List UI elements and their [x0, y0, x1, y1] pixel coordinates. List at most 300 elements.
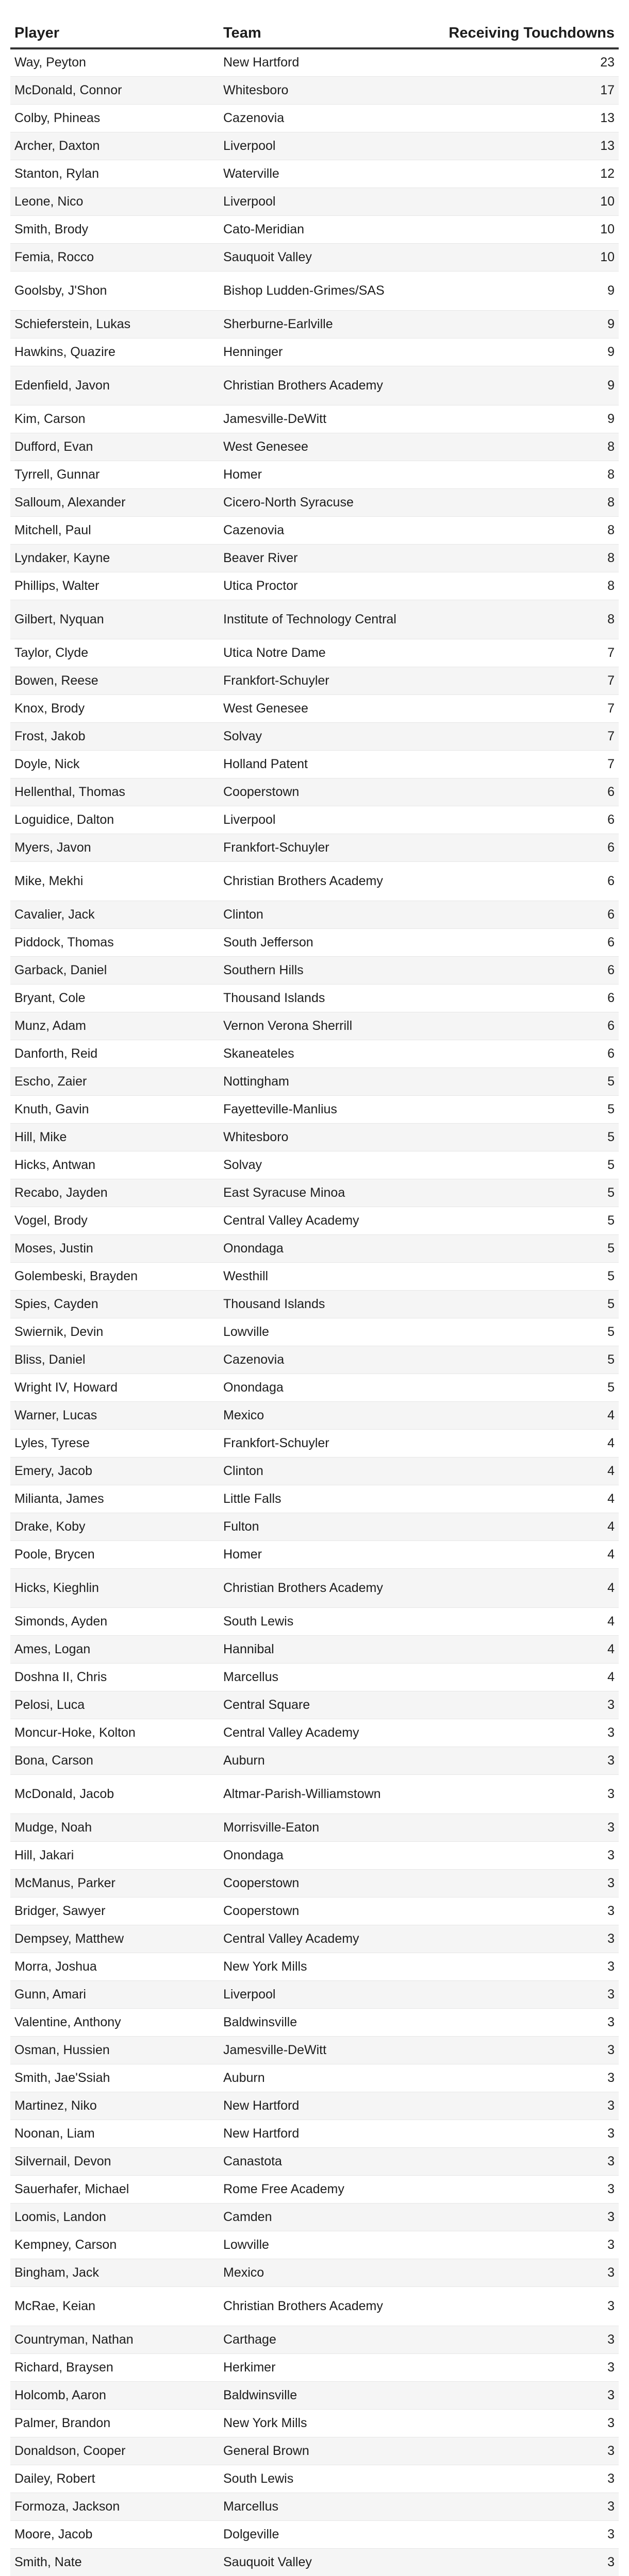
touchdowns-cell: 5	[436, 1179, 619, 1207]
touchdowns-cell: 9	[436, 338, 619, 366]
player-cell: Formoza, Jackson	[10, 2493, 219, 2520]
team-cell: Liverpool	[219, 806, 436, 834]
touchdowns-cell: 3	[436, 2259, 619, 2286]
touchdowns-cell: 8	[436, 433, 619, 461]
table-row	[10, 544, 619, 572]
touchdowns-cell: 5	[436, 1374, 619, 1401]
table-row	[10, 2353, 619, 2381]
touchdowns-cell: 9	[436, 271, 619, 310]
table-row	[10, 1719, 619, 1747]
table-row	[10, 1290, 619, 1318]
team-cell: Southern Hills	[219, 956, 436, 984]
team-cell: Camden	[219, 2203, 436, 2231]
touchdowns-cell: 23	[436, 48, 619, 76]
player-cell: Gilbert, Nyquan	[10, 600, 219, 639]
touchdowns-cell: 5	[436, 1290, 619, 1318]
team-cell: Vernon Verona Sherrill	[219, 1012, 436, 1040]
player-cell: Milianta, James	[10, 1485, 219, 1513]
player-cell: McRae, Keian	[10, 2286, 219, 2326]
player-cell: Simonds, Ayden	[10, 1607, 219, 1635]
touchdowns-cell: 8	[436, 600, 619, 639]
player-cell: Piddock, Thomas	[10, 928, 219, 956]
header-row	[10, 19, 619, 48]
player-cell: Goolsby, J'Shon	[10, 271, 219, 310]
team-cell: Homer	[219, 1540, 436, 1568]
touchdowns-cell: 8	[436, 461, 619, 488]
table-row	[10, 1568, 619, 1607]
player-cell: Wright IV, Howard	[10, 1374, 219, 1401]
touchdowns-cell: 3	[436, 2008, 619, 2036]
touchdowns-cell: 6	[436, 806, 619, 834]
team-cell: Utica Notre Dame	[219, 639, 436, 667]
player-cell: Myers, Javon	[10, 834, 219, 861]
touchdowns-cell: 3	[436, 1719, 619, 1747]
team-cell: Utica Proctor	[219, 572, 436, 600]
player-cell: Way, Peyton	[10, 48, 219, 76]
touchdowns-cell: 3	[436, 1774, 619, 1814]
player-cell: Doshna II, Chris	[10, 1663, 219, 1691]
team-cell: Auburn	[219, 1747, 436, 1774]
player-cell: Bowen, Reese	[10, 667, 219, 694]
table-row	[10, 1691, 619, 1719]
table-row	[10, 2092, 619, 2120]
column-header-receiving-touchdowns[interactable]: Receiving Touchdowns	[436, 19, 619, 48]
touchdowns-cell: 4	[436, 1568, 619, 1607]
player-cell: Knuth, Gavin	[10, 1095, 219, 1123]
table-row	[10, 516, 619, 544]
table-row	[10, 2326, 619, 2353]
player-cell: Dailey, Robert	[10, 2465, 219, 2493]
table-row	[10, 2203, 619, 2231]
player-cell: Moncur-Hoke, Kolton	[10, 1719, 219, 1747]
table-row	[10, 750, 619, 778]
player-cell: Hicks, Kieghlin	[10, 1568, 219, 1607]
table-row	[10, 1346, 619, 1374]
team-cell: New Hartford	[219, 48, 436, 76]
column-header-player[interactable]: Player	[10, 19, 219, 48]
player-cell: Phillips, Walter	[10, 572, 219, 600]
team-cell: Solvay	[219, 722, 436, 750]
table-row	[10, 2259, 619, 2286]
table-row	[10, 2381, 619, 2409]
player-cell: Moore, Jacob	[10, 2520, 219, 2548]
team-cell: Baldwinsville	[219, 2381, 436, 2409]
team-cell: Canastota	[219, 2147, 436, 2175]
touchdowns-cell: 5	[436, 1318, 619, 1346]
touchdowns-cell: 6	[436, 834, 619, 861]
team-cell: Whitesboro	[219, 76, 436, 104]
player-cell: McDonald, Jacob	[10, 1774, 219, 1814]
team-cell: West Genesee	[219, 694, 436, 722]
player-cell: Swiernik, Devin	[10, 1318, 219, 1346]
touchdowns-cell: 5	[436, 1346, 619, 1374]
team-cell: Cooperstown	[219, 778, 436, 806]
team-cell: Sherburne-Earlville	[219, 310, 436, 338]
player-cell: Silvernail, Devon	[10, 2147, 219, 2175]
touchdowns-cell: 5	[436, 1234, 619, 1262]
table-row	[10, 104, 619, 132]
player-cell: Femia, Rocco	[10, 243, 219, 271]
team-cell: Christian Brothers Academy	[219, 861, 436, 901]
player-cell: Kim, Carson	[10, 405, 219, 433]
touchdowns-cell: 5	[436, 1067, 619, 1095]
table-row	[10, 639, 619, 667]
team-cell: Liverpool	[219, 132, 436, 160]
table-row	[10, 928, 619, 956]
table-row	[10, 1747, 619, 1774]
player-cell: Palmer, Brandon	[10, 2409, 219, 2437]
table-row	[10, 806, 619, 834]
player-cell: Drake, Koby	[10, 1513, 219, 1540]
player-cell: Morra, Joshua	[10, 1953, 219, 1980]
touchdowns-cell: 9	[436, 310, 619, 338]
player-cell: Ames, Logan	[10, 1635, 219, 1663]
table-row	[10, 132, 619, 160]
table-body	[10, 48, 619, 2576]
player-cell: Bona, Carson	[10, 1747, 219, 1774]
column-header-team[interactable]: Team	[219, 19, 436, 48]
touchdowns-cell: 3	[436, 1980, 619, 2008]
team-cell: West Genesee	[219, 433, 436, 461]
team-cell: Rome Free Academy	[219, 2175, 436, 2203]
player-cell: Colby, Phineas	[10, 104, 219, 132]
player-cell: Danforth, Reid	[10, 1040, 219, 1067]
team-cell: Cicero-North Syracuse	[219, 488, 436, 516]
player-cell: Hellenthal, Thomas	[10, 778, 219, 806]
touchdowns-cell: 3	[436, 2092, 619, 2120]
table-row	[10, 1123, 619, 1151]
team-cell: New Hartford	[219, 2092, 436, 2120]
player-cell: Mike, Mekhi	[10, 861, 219, 901]
team-cell: Frankfort-Schuyler	[219, 834, 436, 861]
player-cell: Garback, Daniel	[10, 956, 219, 984]
team-cell: Homer	[219, 461, 436, 488]
table-row	[10, 76, 619, 104]
touchdowns-cell: 5	[436, 1095, 619, 1123]
table-row	[10, 1262, 619, 1290]
touchdowns-cell: 3	[436, 2120, 619, 2147]
touchdowns-cell: 8	[436, 516, 619, 544]
team-cell: Henninger	[219, 338, 436, 366]
touchdowns-cell: 5	[436, 1262, 619, 1290]
team-cell: Bishop Ludden-Grimes/SAS	[219, 271, 436, 310]
table-row	[10, 2036, 619, 2064]
player-cell: Dempsey, Matthew	[10, 1925, 219, 1953]
team-cell: Waterville	[219, 160, 436, 188]
team-cell: Mexico	[219, 1401, 436, 1429]
touchdowns-cell: 13	[436, 132, 619, 160]
team-cell: Frankfort-Schuyler	[219, 1429, 436, 1457]
touchdowns-cell: 3	[436, 1747, 619, 1774]
team-cell: Liverpool	[219, 1980, 436, 2008]
table-row	[10, 2008, 619, 2036]
touchdowns-cell: 10	[436, 188, 619, 215]
table-row	[10, 2231, 619, 2259]
touchdowns-cell: 6	[436, 1012, 619, 1040]
player-cell: Holcomb, Aaron	[10, 2381, 219, 2409]
touchdowns-cell: 4	[436, 1607, 619, 1635]
table-row	[10, 1067, 619, 1095]
player-cell: Taylor, Clyde	[10, 639, 219, 667]
player-cell: Recabo, Jayden	[10, 1179, 219, 1207]
table-row	[10, 1774, 619, 1814]
table-row	[10, 338, 619, 366]
team-cell: Jamesville-DeWitt	[219, 405, 436, 433]
touchdowns-cell: 5	[436, 1207, 619, 1234]
touchdowns-cell: 6	[436, 901, 619, 928]
table-row	[10, 1095, 619, 1123]
table-row	[10, 600, 619, 639]
touchdowns-cell: 3	[436, 2326, 619, 2353]
touchdowns-cell: 5	[436, 1151, 619, 1179]
table-row	[10, 572, 619, 600]
table-header	[10, 19, 619, 48]
player-cell: Tyrrell, Gunnar	[10, 461, 219, 488]
player-cell: Loomis, Landon	[10, 2203, 219, 2231]
table-row	[10, 1814, 619, 1841]
team-cell: Cooperstown	[219, 1869, 436, 1897]
table-row	[10, 1457, 619, 1485]
team-cell: Onondaga	[219, 1234, 436, 1262]
table-row	[10, 834, 619, 861]
touchdowns-cell: 8	[436, 544, 619, 572]
team-cell: New Hartford	[219, 2120, 436, 2147]
table-row	[10, 1953, 619, 1980]
touchdowns-cell: 13	[436, 104, 619, 132]
table-row	[10, 48, 619, 76]
touchdowns-cell: 4	[436, 1485, 619, 1513]
player-cell: Noonan, Liam	[10, 2120, 219, 2147]
team-cell: Thousand Islands	[219, 984, 436, 1012]
touchdowns-cell: 10	[436, 243, 619, 271]
touchdowns-cell: 3	[436, 2064, 619, 2092]
table-row	[10, 461, 619, 488]
table-row	[10, 2409, 619, 2437]
table-row	[10, 778, 619, 806]
touchdowns-cell: 8	[436, 488, 619, 516]
team-cell: Liverpool	[219, 188, 436, 215]
player-cell: Doyle, Nick	[10, 750, 219, 778]
touchdowns-cell: 3	[436, 2437, 619, 2465]
touchdowns-cell: 7	[436, 694, 619, 722]
team-cell: South Jefferson	[219, 928, 436, 956]
table-row	[10, 1897, 619, 1925]
team-cell: Christian Brothers Academy	[219, 1568, 436, 1607]
table-row	[10, 1925, 619, 1953]
touchdowns-cell: 7	[436, 750, 619, 778]
team-cell: Sauquoit Valley	[219, 243, 436, 271]
table-row	[10, 2286, 619, 2326]
team-cell: Cazenovia	[219, 516, 436, 544]
player-cell: Valentine, Anthony	[10, 2008, 219, 2036]
touchdowns-cell: 3	[436, 1841, 619, 1869]
team-cell: Altmar-Parish-Williamstown	[219, 1774, 436, 1814]
player-cell: Warner, Lucas	[10, 1401, 219, 1429]
player-cell: Moses, Justin	[10, 1234, 219, 1262]
table-row	[10, 310, 619, 338]
touchdowns-cell: 4	[436, 1513, 619, 1540]
team-cell: Herkimer	[219, 2353, 436, 2381]
team-cell: Institute of Technology Central	[219, 600, 436, 639]
table-row	[10, 1663, 619, 1691]
team-cell: Morrisville-Eaton	[219, 1814, 436, 1841]
table-row	[10, 2548, 619, 2576]
table-row	[10, 271, 619, 310]
table-row	[10, 1207, 619, 1234]
table-row	[10, 488, 619, 516]
touchdowns-cell: 3	[436, 2409, 619, 2437]
team-cell: Christian Brothers Academy	[219, 366, 436, 405]
touchdowns-cell: 6	[436, 956, 619, 984]
team-cell: Central Valley Academy	[219, 1719, 436, 1747]
table-row	[10, 1841, 619, 1869]
team-cell: Cato-Meridian	[219, 215, 436, 243]
touchdowns-cell: 3	[436, 2286, 619, 2326]
team-cell: Solvay	[219, 1151, 436, 1179]
player-cell: Vogel, Brody	[10, 1207, 219, 1234]
player-cell: Gunn, Amari	[10, 1980, 219, 2008]
table-row	[10, 2437, 619, 2465]
team-cell: South Lewis	[219, 1607, 436, 1635]
team-cell: Lowville	[219, 1318, 436, 1346]
player-cell: Donaldson, Cooper	[10, 2437, 219, 2465]
player-cell: Schieferstein, Lukas	[10, 310, 219, 338]
team-cell: Sauquoit Valley	[219, 2548, 436, 2576]
touchdowns-cell: 9	[436, 405, 619, 433]
touchdowns-cell: 3	[436, 1925, 619, 1953]
touchdowns-cell: 3	[436, 2231, 619, 2259]
touchdowns-cell: 9	[436, 366, 619, 405]
player-cell: Pelosi, Luca	[10, 1691, 219, 1719]
team-cell: Westhill	[219, 1262, 436, 1290]
table-row	[10, 2064, 619, 2092]
touchdowns-cell: 5	[436, 1123, 619, 1151]
table-row	[10, 1485, 619, 1513]
team-cell: Lowville	[219, 2231, 436, 2259]
team-cell: New York Mills	[219, 2409, 436, 2437]
player-cell: Kempney, Carson	[10, 2231, 219, 2259]
touchdowns-cell: 3	[436, 1814, 619, 1841]
player-cell: Salloum, Alexander	[10, 488, 219, 516]
table-row	[10, 405, 619, 433]
team-cell: Holland Patent	[219, 750, 436, 778]
player-cell: Bingham, Jack	[10, 2259, 219, 2286]
table-row	[10, 1513, 619, 1540]
table-row	[10, 1151, 619, 1179]
team-cell: Jamesville-DeWitt	[219, 2036, 436, 2064]
team-cell: Fulton	[219, 1513, 436, 1540]
player-cell: Munz, Adam	[10, 1012, 219, 1040]
touchdowns-cell: 3	[436, 2381, 619, 2409]
player-cell: Escho, Zaier	[10, 1067, 219, 1095]
table-row	[10, 1401, 619, 1429]
player-cell: Leone, Nico	[10, 188, 219, 215]
touchdowns-cell: 3	[436, 2036, 619, 2064]
table-row	[10, 1179, 619, 1207]
team-cell: Beaver River	[219, 544, 436, 572]
table-row	[10, 667, 619, 694]
table-row	[10, 1429, 619, 1457]
player-cell: Osman, Hussien	[10, 2036, 219, 2064]
team-cell: Cooperstown	[219, 1897, 436, 1925]
touchdowns-cell: 10	[436, 215, 619, 243]
player-cell: Hill, Mike	[10, 1123, 219, 1151]
player-cell: Smith, Nate	[10, 2548, 219, 2576]
table-row	[10, 1012, 619, 1040]
table-row	[10, 2175, 619, 2203]
table-row	[10, 1234, 619, 1262]
table-row	[10, 1869, 619, 1897]
touchdowns-cell: 6	[436, 984, 619, 1012]
table-row	[10, 1540, 619, 1568]
touchdowns-cell: 3	[436, 2548, 619, 2576]
player-cell: Frost, Jakob	[10, 722, 219, 750]
touchdowns-cell: 3	[436, 2520, 619, 2548]
touchdowns-cell: 6	[436, 1040, 619, 1067]
table-row	[10, 694, 619, 722]
touchdowns-cell: 8	[436, 572, 619, 600]
table-row	[10, 1318, 619, 1346]
table-row	[10, 1040, 619, 1067]
player-cell: Cavalier, Jack	[10, 901, 219, 928]
team-cell: Onondaga	[219, 1841, 436, 1869]
table-row	[10, 2120, 619, 2147]
table-row	[10, 2465, 619, 2493]
table-row	[10, 1980, 619, 2008]
table-row	[10, 956, 619, 984]
touchdowns-cell: 3	[436, 1897, 619, 1925]
team-cell: Central Valley Academy	[219, 1925, 436, 1953]
team-cell: Thousand Islands	[219, 1290, 436, 1318]
table-row	[10, 984, 619, 1012]
table-row	[10, 2147, 619, 2175]
player-cell: Emery, Jacob	[10, 1457, 219, 1485]
player-cell: Mudge, Noah	[10, 1814, 219, 1841]
team-cell: Carthage	[219, 2326, 436, 2353]
table-row	[10, 366, 619, 405]
team-cell: New York Mills	[219, 1953, 436, 1980]
touchdowns-cell: 6	[436, 928, 619, 956]
touchdowns-cell: 3	[436, 2147, 619, 2175]
team-cell: General Brown	[219, 2437, 436, 2465]
touchdowns-cell: 4	[436, 1540, 619, 1568]
table-row	[10, 2493, 619, 2520]
team-cell: Cazenovia	[219, 104, 436, 132]
player-cell: Richard, Braysen	[10, 2353, 219, 2381]
player-cell: Bridger, Sawyer	[10, 1897, 219, 1925]
touchdowns-cell: 3	[436, 2353, 619, 2381]
touchdowns-cell: 3	[436, 2175, 619, 2203]
table-row	[10, 2520, 619, 2548]
table-row	[10, 1607, 619, 1635]
table-row	[10, 215, 619, 243]
touchdowns-cell: 4	[436, 1429, 619, 1457]
touchdowns-cell: 4	[436, 1635, 619, 1663]
team-cell: Nottingham	[219, 1067, 436, 1095]
team-cell: Frankfort-Schuyler	[219, 667, 436, 694]
team-cell: Fayetteville-Manlius	[219, 1095, 436, 1123]
touchdowns-cell: 7	[436, 639, 619, 667]
team-cell: Auburn	[219, 2064, 436, 2092]
player-cell: McDonald, Connor	[10, 76, 219, 104]
player-cell: Lyles, Tyrese	[10, 1429, 219, 1457]
touchdowns-cell: 4	[436, 1457, 619, 1485]
team-cell: Dolgeville	[219, 2520, 436, 2548]
table-row	[10, 1635, 619, 1663]
touchdowns-cell: 3	[436, 2203, 619, 2231]
touchdowns-cell: 3	[436, 2465, 619, 2493]
team-cell: Hannibal	[219, 1635, 436, 1663]
